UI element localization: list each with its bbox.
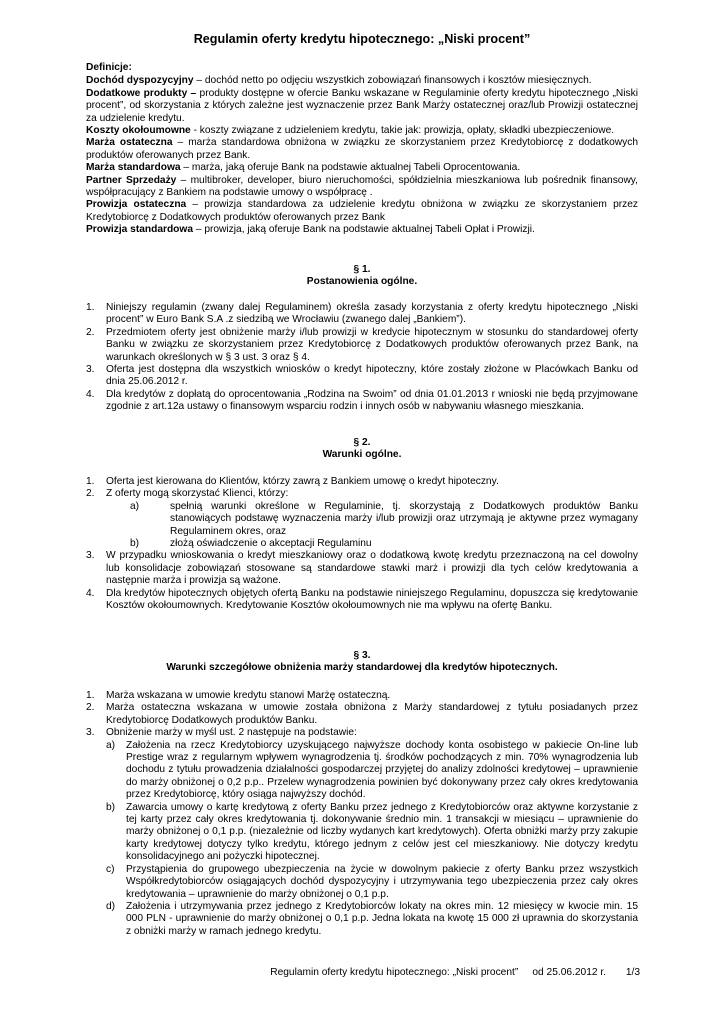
item-number: 1. (86, 302, 95, 313)
definition-item (86, 75, 638, 87)
item-text: Oferta jest kierowana do Klientów, którzy zawrą z Bankiem umowę o kredyt hipoteczny. (106, 476, 499, 487)
item-number: 1. (86, 476, 95, 487)
definition-term: Prowizja ostateczna (86, 199, 187, 211)
section-title: Warunki szczegółowe obniżenia marży standardowej dla kredytów hipotecznych. (166, 662, 558, 674)
subitem-text: Założenia i utrzymywania przez jednego z Kredytobiorców lokaty na okres min. 12 miesięcy w kwocie min. 15 000 PLN - uprawnienie do marży obniżonej o 0,1 p.p. Jedna lokata na kwotę 15 000 zł uprawnia do skorzystania z obniżki marży w ramach jednego kredytu. (126, 900, 638, 937)
list-item (86, 488, 638, 500)
item-text: Marża wskazana w umowie kredytu stanowi Marżę ostateczną. (106, 690, 391, 701)
item-number: 1. (86, 690, 95, 701)
definition-text: – multibroker, developer, biuro nieruchomości, spółdzielnia mieszkaniowa lub pośrednik finansowy, współpracujący z Bankiem na podstawie umowy o współpracę . (86, 174, 638, 199)
list-item (86, 550, 638, 587)
list-item (86, 476, 638, 488)
section-2-heading (86, 437, 638, 462)
list-item (86, 327, 638, 364)
list-subitem (86, 501, 638, 538)
item-number: 3. (86, 364, 95, 376)
section-1-list (86, 302, 638, 414)
subitem-text: złożą oświadczenie o akceptacji Regulaminu (170, 538, 372, 550)
section-2-list (86, 476, 638, 612)
definition-term: Partner Sprzedaży (86, 174, 177, 186)
item-text: Oferta jest dostępna dla wszystkich wniosków o kredyt hipoteczny, które zostały złożone w Placówkach Banku od dnia 25.06.2012 r. (106, 364, 638, 388)
subitem-text: Przystąpienia do grupowego ubezpieczenia na życie w dowolnym pakiecie z oferty Banku przez wszystkich Współkredytobiorców osiągających dochód dyspozycyjny i utrzymywania tego ubezpieczenia przez cały okres kredytowania – uprawnienie do marży obniżonej o 0,1 p.p. (126, 863, 638, 900)
item-text: Z oferty mogą skorzystać Klienci, którzy: (106, 488, 289, 500)
item-text: Przedmiotem oferty jest obniżenie marży i/lub prowizji w kredycie hipotecznym w stosunku do standardowej oferty Banku w związku ze skorzystaniem przez Kredytobiorcę z Dodatkowych produktów oferowanych przez Bank, na warunkach określonych w § 3 ust. 3 oraz § 4. (106, 326, 638, 363)
definition-term: Dochód dyspozycyjny (86, 75, 194, 87)
subitem-text: Założenia na rzecz Kredytobiorcy uzyskującego najwyższe dochody konta osobistego w pakiecie On-line lub Prestige wraz z regularnym wpływem wynagrodzenia tj. środków pochodzących z min. 70% wynagrodzenia lub dochodu z tytułu prowadzenia działalności gospodarczej przyjętej do analizy zdolności kredytowej – uprawnienie do marży obniżonej o 0,2 p.p.. Przelew wynagrodzenia powinien być dokonywany przez cały okres kredytowania przez Kredytobiorcę, który osiąga najwyższy dochód. (126, 739, 638, 801)
section-number: § 1. (353, 264, 371, 275)
list-subitem (86, 538, 638, 550)
definitions-section (86, 62, 638, 237)
subitem-letter: d) (106, 900, 116, 912)
item-text: Obniżenie marży w myśl ust. 2 następuje na podstawie: (106, 727, 357, 739)
list-subitem (86, 740, 638, 802)
definition-item (86, 224, 638, 236)
definition-text: – marża standardowa obniżona w związku ze skorzystaniem przez Kredytobiorcę z dodatkowych produktów oferowanych przez Bank. (86, 137, 638, 161)
definition-text: produkty dostępne w ofercie Banku wskazane w Regulaminie oferty kredytu hipotecznego „Niski procent”, od skorzystania z których zależne jest wyznaczenie przez Bank Marży ostatecznej oraz/lub Prowizji ostatecznej za udzielenie kredytu. (86, 87, 639, 124)
definition-text: – marża, jaką oferuje Bank na podstawie aktualnej Tabeli Oprocentowania. (180, 162, 521, 174)
item-number: 3. (86, 727, 95, 739)
page-footer: Regulamin oferty kredytu hipotecznego: „Niski procent” od 25.06.2012 r. 1/3 (270, 967, 640, 978)
subitem-letter: c) (106, 863, 115, 875)
definition-term: Dodatkowe produkty – (86, 87, 197, 99)
list-item (86, 588, 638, 613)
subitem-text: Zawarcia umowy o kartę kredytową z oferty Banku przez jednego z Kredytobiorców oraz aktywne korzystanie z tej karty przez cały okres kredytowania tj. dokonywanie średnio min. 1 transakcji w miesiącu – uprawnienie do marży obniżonej o 0,1 p.p. (niezależnie od liczby wydanych kart kredytowych). Oferta obniżki marży przy zakupie karty kredytowej dotyczy tylko kredytu, którego jednym z celów jest cel mieszkaniowy. Nie dotyczy kredytu konsolidacyjnego ani pożyczki hipotecznej. (126, 801, 638, 863)
section-1-heading (86, 264, 638, 289)
subitem-letter: a) (106, 739, 116, 751)
item-number: 2. (86, 488, 95, 500)
list-item (86, 690, 638, 702)
definition-term: Marża ostateczna (86, 137, 173, 149)
list-item (86, 702, 638, 727)
item-number: 2. (86, 702, 95, 714)
item-number: 4. (86, 587, 95, 599)
definition-item (86, 162, 638, 174)
section-number: § 2. (353, 437, 371, 448)
item-text: Dla kredytów z dopłatą do oprocentowania „Rodzina na Swoim” od dnia 01.01.2013 r wnioski nie będą przyjmowane zgodnie z art.12a ustawy o finansowym wsparciu rodzin i innych osób w nabywaniu własnego mieszkania. (106, 388, 638, 413)
list-item (86, 364, 638, 389)
list-subitem (86, 901, 638, 938)
document-title: Regulamin oferty kredytu hipotecznego: „Niski procent” (193, 32, 531, 46)
definition-item (86, 88, 638, 125)
item-number: 4. (86, 388, 95, 400)
list-item (86, 727, 638, 739)
section-3-list (86, 690, 638, 938)
definition-item (86, 199, 638, 224)
subitem-letter: b) (130, 538, 140, 550)
definition-item (86, 175, 638, 200)
section-title: Warunki ogólne. (322, 449, 402, 461)
definitions-heading: Definicje: (86, 62, 132, 73)
subitem-letter: b) (106, 801, 116, 813)
subitem-letter: a) (130, 500, 140, 512)
item-text: Niniejszy regulamin (zwany dalej Regulaminem) określa zasady korzystania z oferty kredytu hipotecznego „Niski procent” w Euro Bank S.A .z siedzibą we Wrocławiu (zwanego dalej „Bankiem”). (106, 302, 638, 326)
item-text: W przypadku wnioskowania o kredyt mieszkaniowy oraz o dodatkową kwotę kredytu przeznaczoną na cel dowolny lub konsolidacje zobowiązań stosowane są standardowe stawki marż i prowizji dla tych celów kredytowania a następnie marża i prowizja są ważone. (106, 550, 638, 587)
list-item (86, 302, 638, 327)
item-number: 3. (86, 550, 95, 562)
definition-text: – prowizja, jaką oferuje Bank na podstawie aktualnej Tabeli Opłat i Prowizji. (193, 224, 535, 236)
definition-item (86, 125, 638, 137)
definition-term: Prowizja standardowa (86, 224, 193, 236)
list-subitem (86, 864, 638, 901)
section-number: § 3. (353, 650, 371, 661)
section-3-heading (86, 650, 638, 675)
subitem-text: spełnią warunki określone w Regulaminie, tj. skorzystają z Dodatkowych produktów Banku stanowiących podstawę wyznaczenia marży i/lub prowizji oraz utrzymają je aktywne przez wymagany Regulaminem okres, oraz (170, 500, 638, 537)
definition-term: Marża standardowa (86, 162, 181, 174)
definition-text: – dochód netto po odjęciu wszystkich zobowiązań finansowych i kosztów miesięcznych. (193, 75, 592, 87)
definition-text: - koszty związane z udzieleniem kredytu, takie jak: prowizja, opłaty, składki ubezpieczeniowe. (190, 125, 615, 137)
definition-text: – prowizja standardowa za udzielenie kredytu obniżona w związku ze skorzystaniem przez Kredytobiorcę z Dodatkowych produktów oferowanych przez Bank (86, 199, 638, 223)
item-text: Marża ostateczna wskazana w umowie została obniżona z Marży standardowej z tytułu posiadanych przez Kredytobiorcę Dodatkowych produktów Banku. (106, 702, 638, 726)
definition-item (86, 137, 638, 162)
item-number: 2. (86, 326, 95, 338)
list-subitem (86, 802, 638, 864)
section-title: Postanowienia ogólne. (306, 276, 418, 288)
list-item (86, 389, 638, 414)
definition-term: Koszty okołoumowne (86, 125, 191, 137)
item-text: Dla kredytów hipotecznych objętych ofertą Banku na podstawie niniejszego Regulaminu, dopuszcza się kredytowanie Kosztów okołoumownych. Kredytowanie Kosztów okołoumownych nie ma wpływu na ofertę Banku. (106, 587, 638, 612)
